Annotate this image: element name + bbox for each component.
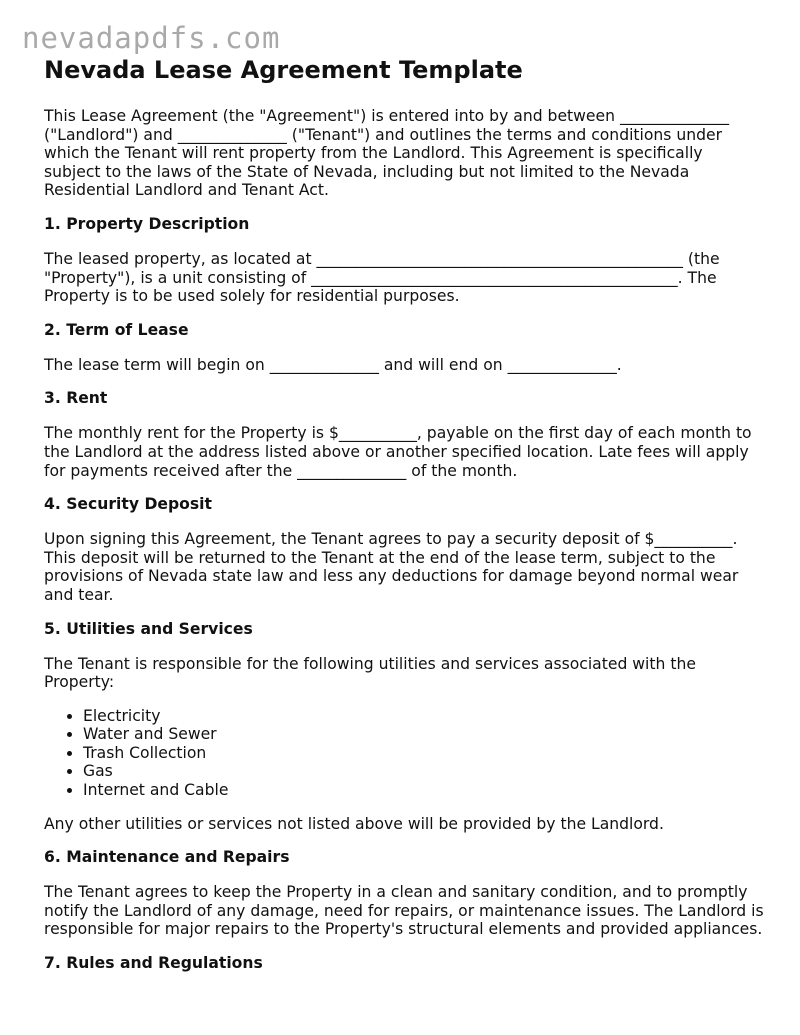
section-heading-property: 1. Property Description [44,214,250,233]
section-heading-term: 2. Term of Lease [44,320,189,339]
section-heading-utilities: 5. Utilities and Services [44,619,253,638]
list-item: • Electricity [83,707,764,726]
document-title: Nevada Lease Agreement Template [44,56,523,84]
section-heading-rent: 3. Rent [44,389,108,408]
section-body-term: The lease term will begin on ______________ and will end on ______________. [44,355,622,374]
list-item: • Trash Collection [83,744,764,763]
section-body-maintenance: The Tenant agrees to keep the Property in a clean and sanitary condition, and to promptly notify the Landlord of any damage, need for repairs, or maintenance issues. The Landlord is responsible for major repairs to the Property's structural elements and provided appliances. [44,883,764,939]
section-heading-deposit: 4. Security Deposit [44,495,212,514]
utilities-list [44,707,764,800]
document-page [44,55,764,989]
watermark: nevadapdfs.com [22,21,281,55]
section-body-deposit: Upon signing this Agreement, the Tenant agrees to pay a security deposit of $__________. This deposit will be returned to the Tenant at the end of the lease term, subject to the provisions of Nevada state law and less any deductions for damage beyond normal wear and tear. [44,530,739,604]
section-heading-maintenance: 6. Maintenance and Repairs [44,848,290,867]
section-body-property: The leased property, as located at _______________________________________________ (the "Property"), is a unit consisting of _______________________________________________. The Property is to be used solely for residential purposes. [44,249,720,306]
section-heading-rules: 7. Rules and Regulations [44,954,263,973]
list-item: • Gas [83,762,764,781]
section-after-utilities: Any other utilities or services not listed above will be provided by the Landlord. [44,814,664,833]
section-body-utilities: The Tenant is responsible for the following utilities and services associated with the Property: [44,654,696,692]
list-item: • Internet and Cable [83,781,764,800]
section-body-rent: The monthly rent for the Property is $__________, payable on the first day of each month to the Landlord at the address listed above or another specified location. Late fees will apply for payments received after the ______________ of the month. [44,424,752,480]
list-item: • Water and Sewer [83,725,764,744]
intro-paragraph: This Lease Agreement (the "Agreement") is entered into by and between ______________ ("Landlord") and ______________ ("Tenant") and outlines the terms and conditions under which the Tenant will rent property from the Landlord. This Agreement is specifically subject to the laws of the State of Nevada, including but not limited to the Nevada Residential Landlord and Tenant Act. [44,107,730,200]
